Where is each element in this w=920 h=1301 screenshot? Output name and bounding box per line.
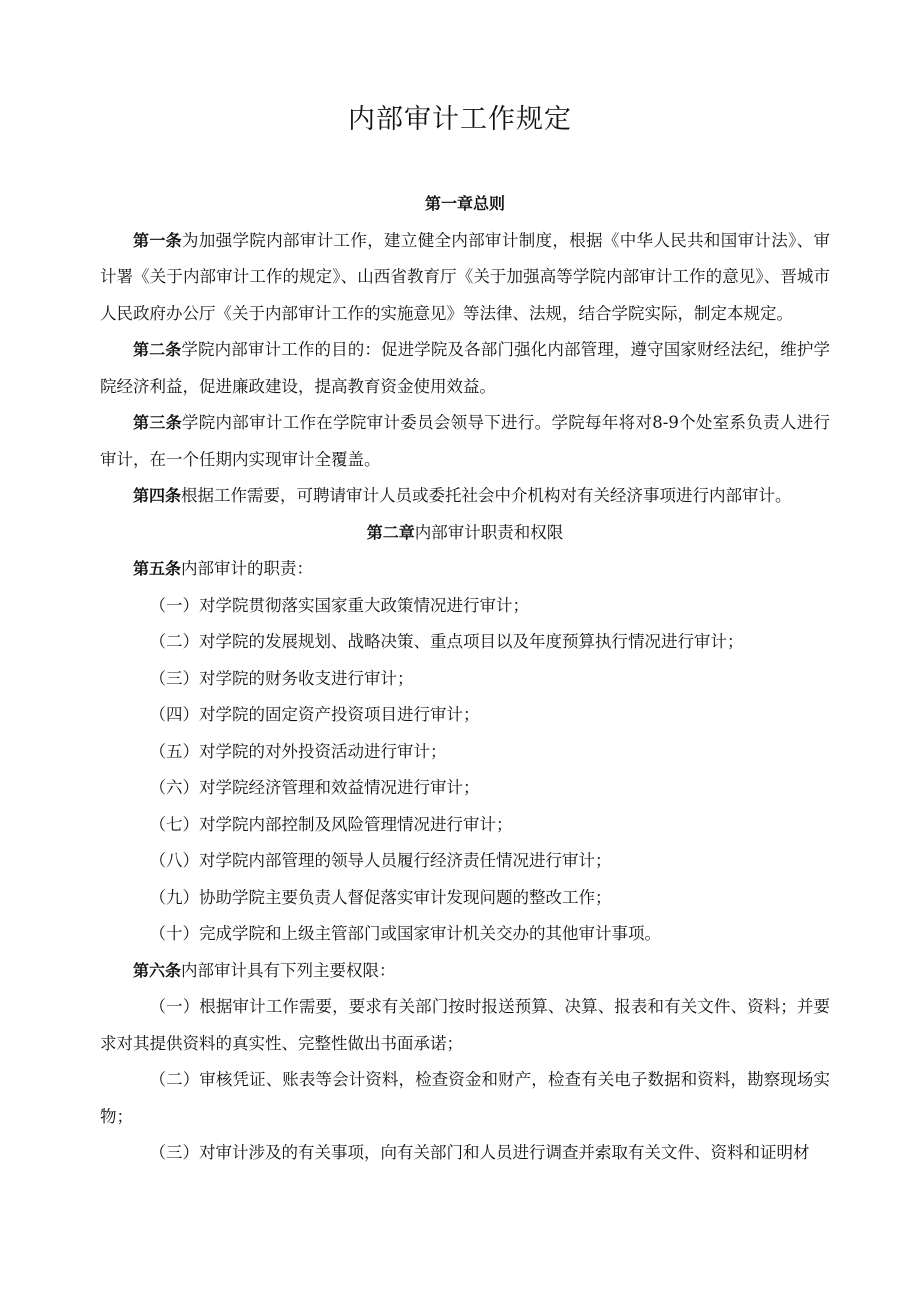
chapter-2-heading <box>100 515 830 552</box>
article-1-number: 第一条 <box>133 230 183 250</box>
duty-item-3: （三）对学院的财务收支进行审计； <box>149 668 414 688</box>
authority-item-1: （一）根据审计工作需要，要求有关部门按时报送预算、决算、报表和有关文件、资料；并要求对其提供资料的真实性、完整性做出书面承诺； <box>100 997 830 1053</box>
article-2-text: 学院内部审计工作的目的：促进学院及各部门强化内部管理，遵守国家财经法纪，维护学院经济利益，促进廉政建设，提高教育资金使用效益。 <box>100 340 830 396</box>
duty-item-6: （六）对学院经济管理和效益情况进行审计； <box>149 778 480 797</box>
duty-item-2: （二）对学院的发展规划、战略决策、重点项目以及年度预算执行情况进行审计； <box>149 632 744 651</box>
duty-item-7: （七）对学院内部控制及风险管理情况进行审计； <box>149 814 513 834</box>
article-4-number: 第四条 <box>133 486 182 505</box>
duty-item-9: （九）协助学院主要负责人督促落实审计发现问题的整改工作； <box>149 887 612 907</box>
article-5-text: 内部审计的职责： <box>181 559 314 578</box>
duty-item-8: （八）对学院内部管理的领导人员履行经济责任情况进行审计； <box>149 851 612 870</box>
chapter-1-heading: 第一章总则 <box>424 194 505 213</box>
article-1 <box>100 223 830 333</box>
article-1-text: 为加强学院内部审计工作，建立健全内部审计制度，根据《中华人民共和国审计法》、审计署《关于内部审计工作的规定》、山西省教育厅《关于加强高等学院内部审计工作的意见》、晋城市人民政府办公厅《关于内部审计工作的实施意见》等法律、法规，结合学院实际，制定本规定。 <box>100 230 830 323</box>
authority-item-3: （三）对审计涉及的有关事项，向有关部门和人员进行调查并索取有关文件、资料和证明材 <box>149 1143 810 1162</box>
duty-item-5: （五）对学院的对外投资活动进行审计； <box>149 741 447 761</box>
chapter-2-title: 内部审计职责和权限 <box>414 522 564 542</box>
article-4 <box>100 478 830 515</box>
article-2 <box>100 332 830 405</box>
article-4-text: 根据工作需要，可聘请审计人员或委托社会中介机构对有关经济事项进行内部审计。 <box>181 486 792 505</box>
article-5-number: 第五条 <box>133 559 182 578</box>
article-3-number: 第三条 <box>133 413 182 432</box>
duty-item-10: （十）完成学院和上级主管部门或国家审计机关交办的其他审计事项。 <box>149 924 661 943</box>
duty-item-1: （一）对学院贯彻落实国家重大政策情况进行审计； <box>149 595 529 615</box>
article-3-text: 学院内部审计工作在学院审计委员会领导下进行。学院每年将对8-9个处室系负责人进行审计，在一个任期内实现审计全覆盖。 <box>100 413 830 469</box>
article-6-text: 内部审计具有下列主要权限： <box>181 960 396 980</box>
document-body <box>100 186 830 1172</box>
article-6 <box>100 953 830 990</box>
authority-item-2: （二）审核凭证、账表等会计资料，检查资金和财产，检查有关电子数据和资料，勘察现场实物； <box>100 1070 830 1126</box>
article-3 <box>100 405 830 478</box>
duty-item-4: （四）对学院的固定资产投资项目进行审计； <box>149 705 480 724</box>
article-5 <box>100 551 830 588</box>
chapter-2-number: 第二章 <box>366 522 415 542</box>
article-2-number: 第二条 <box>133 340 182 359</box>
article-6-number: 第六条 <box>133 960 182 980</box>
document-title: 内部审计工作规定 <box>348 104 572 135</box>
